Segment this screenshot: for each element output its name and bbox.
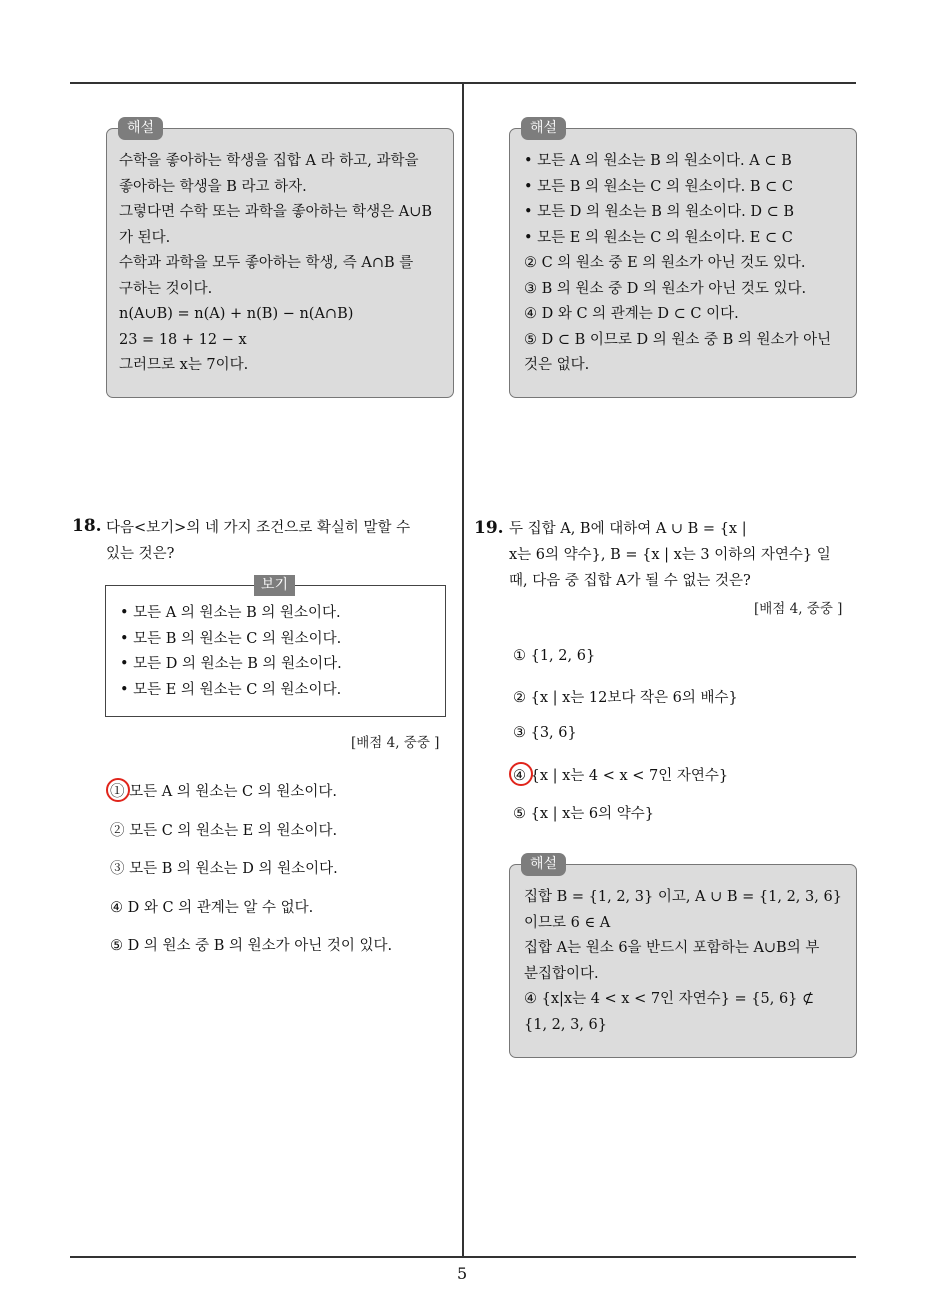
q19-choice-1[interactable]: ① {1, 2, 6} [513,648,596,664]
bogi-line: • 모든 B 의 원소는 C 의 원소이다. [120,630,342,647]
explanation-line: 집합 A는 원소 6을 반드시 포함하는 A∪B의 부 [524,940,820,956]
q19-choice-3[interactable]: ③ {3, 6} [513,725,577,741]
question-19-score: [배점 4, 중중 ] [754,601,843,617]
q19-explanation-tag: 해설 [521,853,566,876]
left-explanation-box [106,128,454,398]
q18-choice-5[interactable]: ⑤ D 의 원소 중 B 의 원소가 아닌 것이 있다. [110,938,393,954]
explanation-line: ④ {x|x는 4 < x < 7인 자연수} = {5, 6} ⊄ [524,991,815,1007]
q19-choice-4[interactable]: ④ {x | x는 4 < x < 7인 자연수} [513,768,729,784]
q18-choice-3[interactable]: ③ 모든 B 의 원소는 D 의 원소이다. [110,861,338,877]
explanation-line: • 모든 B 의 원소는 C 의 원소이다. B ⊂ C [524,178,793,195]
bogi-tag: 보기 [254,575,295,596]
q18-choice-2[interactable]: ② 모든 C 의 원소는 E 의 원소이다. [110,823,338,839]
explanation-line: n(A∪B) = n(A) + n(B) − n(A∩B) [119,306,354,322]
bottom-rule [70,1256,856,1258]
answer-circle-mark [509,762,533,786]
explanation-line: ③ B 의 원소 중 D 의 원소가 아닌 것도 있다. [524,280,807,297]
q19-explanation-box [509,864,857,1058]
explanation-line: 것은 없다. [524,357,590,373]
center-divider [462,82,464,1258]
bogi-line: • 모든 D 의 원소는 B 의 원소이다. [120,656,342,672]
question-18-text [106,515,456,567]
q19-choice-2[interactable]: ② {x | x는 12보다 작은 6의 배수} [513,690,738,706]
explanation-line: ② C 의 원소 중 E 의 원소가 아닌 것도 있다. [524,255,806,271]
question-19-text [509,516,859,594]
explanation-line: • 모든 E 의 원소는 C 의 원소이다. E ⊂ C [524,229,793,246]
explanation-line: 그렇다면 수학 또는 과학을 좋아하는 학생은 A∪B [119,204,433,220]
explanation-line: 분집합이다. [524,965,599,982]
explanation-line: 이므로 6 ∈ A [524,914,611,931]
right-explanation-box [509,128,857,398]
explanation-line: ⑤ D ⊂ B 이므로 D 의 원소 중 B 의 원소가 아닌 [524,331,832,348]
q18-choice-1[interactable]: ① 모든 A 의 원소는 C 의 원소이다. [110,784,338,800]
explanation-line: 그러므로 x는 7이다. [119,357,249,373]
explanation-line: 수학을 좋아하는 학생을 집합 A 라 하고, 과학을 [119,153,419,169]
bogi-line: • 모든 E 의 원소는 C 의 원소이다. [120,681,342,698]
right-explanation-tag: 해설 [521,117,566,140]
explanation-line: 구하는 것이다. [119,280,213,297]
question-text-line: 때, 다음 중 집합 A가 될 수 없는 것은? [509,573,751,589]
explanation-line: ④ D 와 C 의 관계는 D ⊂ C 이다. [524,306,739,322]
explanation-line: {1, 2, 3, 6} [524,1016,608,1033]
answer-circle-mark [106,778,130,802]
q18-choice-4[interactable]: ④ D 와 C 의 관계는 알 수 없다. [110,900,314,916]
explanation-line: 수학과 과학을 모두 좋아하는 학생, 즉 A∩B 를 [119,255,414,271]
explanation-line: 가 된다. [119,229,171,246]
bogi-box [105,585,446,717]
explanation-line: 집합 B = {1, 2, 3} 이고, A ∪ B = {1, 2, 3, 6} [524,889,842,905]
bogi-line: • 모든 A 의 원소는 B 의 원소이다. [120,605,341,621]
explanation-line: • 모든 D 의 원소는 B 의 원소이다. D ⊂ B [524,204,795,220]
explanation-line: 좋아하는 학생을 B 라고 하자. [119,178,307,195]
question-text-line: 있는 것은? [106,546,175,562]
question-text-line: x는 6의 약수}, B = {x | x는 3 이하의 자연수} 일 [509,547,831,563]
question-text-line: 다음<보기>의 네 가지 조건으로 확실히 말할 수 [106,520,411,536]
question-18-score: [배점 4, 중중 ] [351,735,440,751]
question-text-line: 두 집합 A, B에 대하여 A ∪ B = {x | [509,521,747,537]
explanation-line: 23 = 18 + 12 − x [119,331,247,348]
q19-choice-5[interactable]: ⑤ {x | x는 6의 약수} [513,806,654,822]
left-explanation-tag: 해설 [118,117,163,140]
question-18-number: 18. [72,516,102,536]
explanation-line: • 모든 A 의 원소는 B 의 원소이다. A ⊂ B [524,153,792,169]
page-number: 5 [457,1264,468,1283]
question-19-number: 19. [474,518,504,538]
